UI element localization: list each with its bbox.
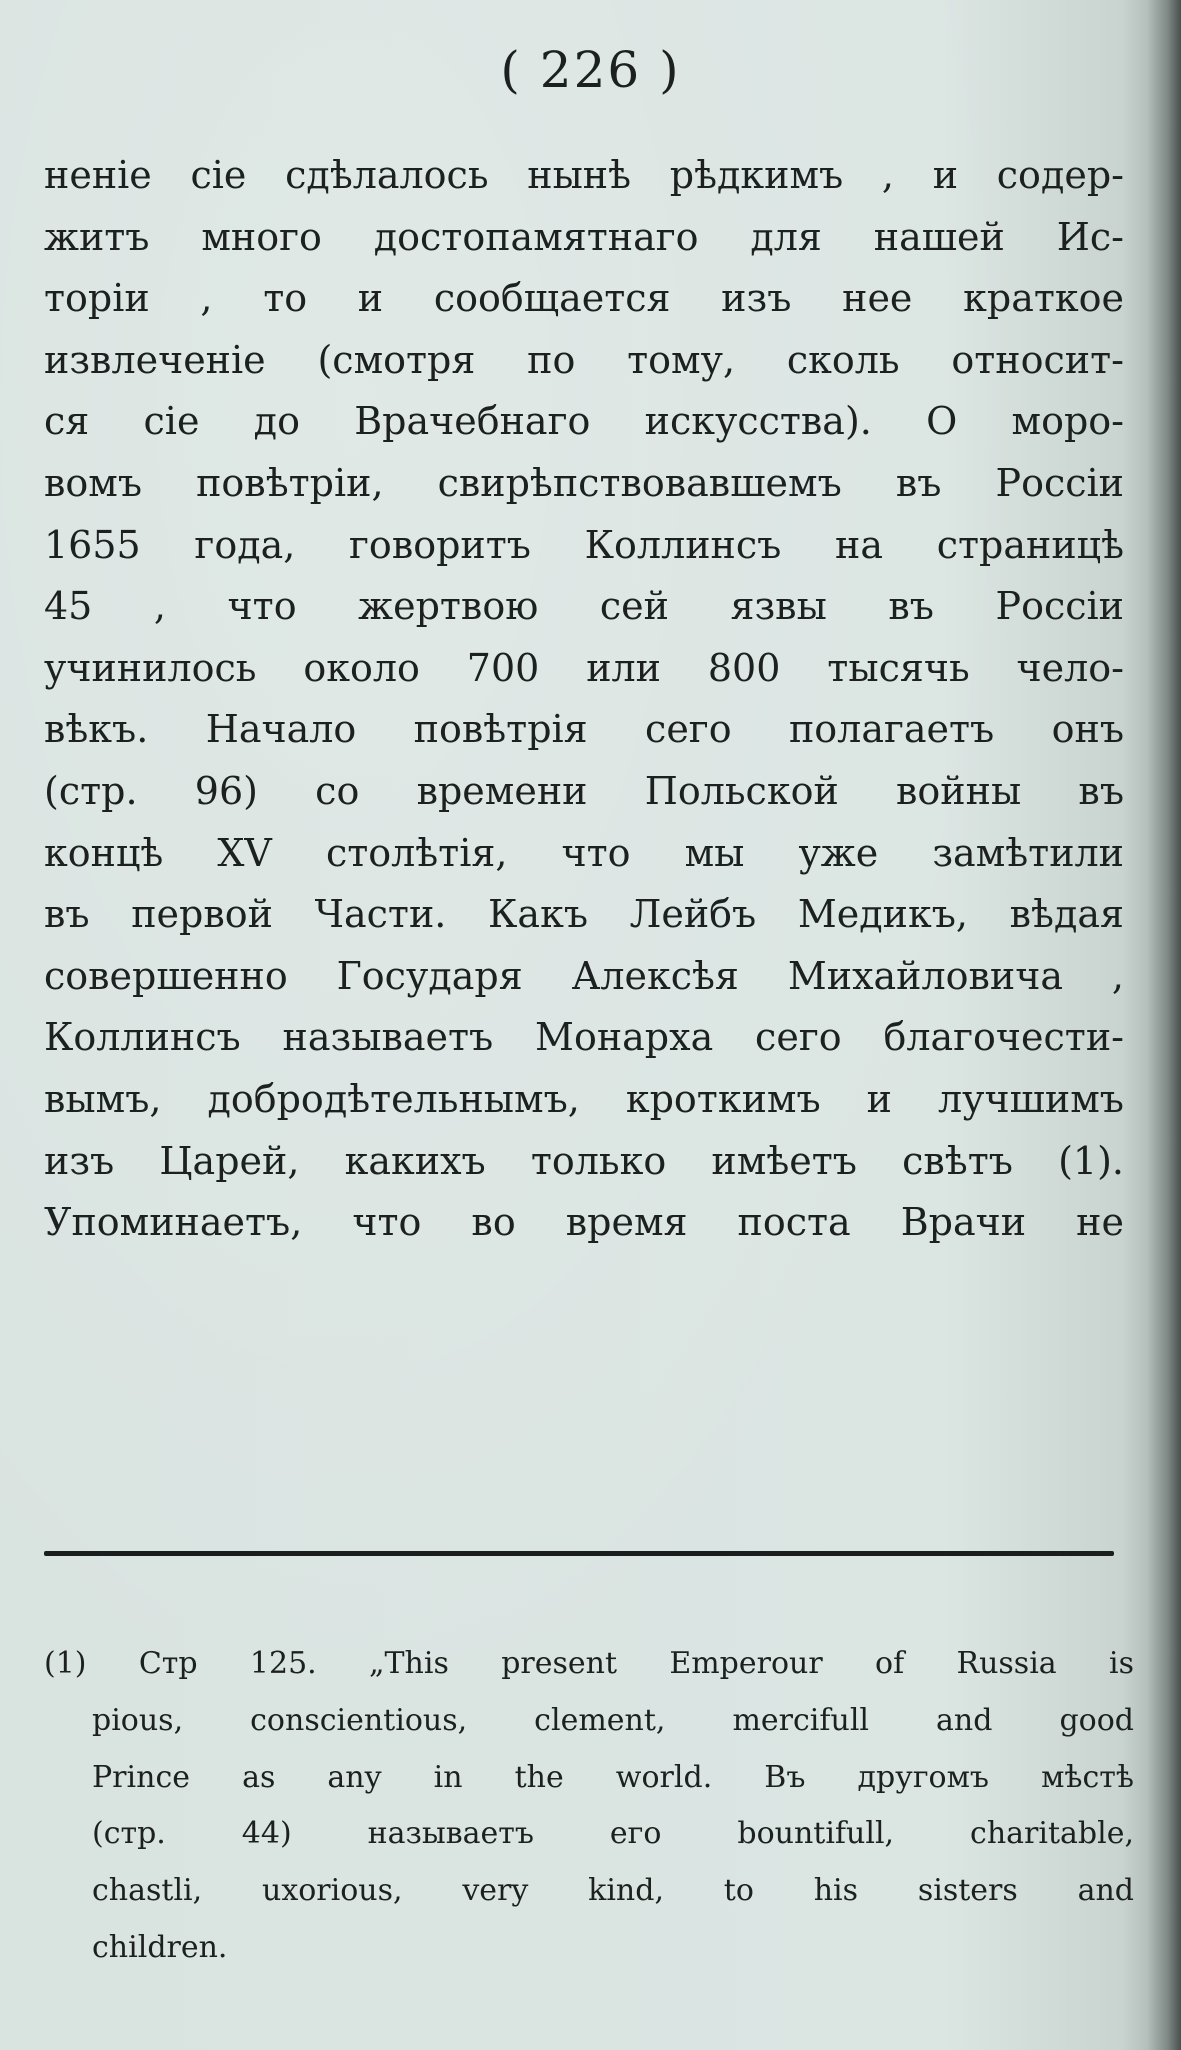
footnote-line: pious, conscientious, clement, mercifull and good (92, 1702, 1134, 1738)
body-line: 45 , что жертвою сей язвы въ Россіи (44, 584, 1124, 629)
body-line: ся сіе до Врачебнаго искусства). О моро- (44, 399, 1124, 444)
footnote-line: (стр. 44) называетъ его bountifull, charitable, (92, 1816, 1134, 1852)
footnote (44, 1636, 1134, 1977)
body-line: концѣ XV столѣтія, что мы уже замѣтили (44, 830, 1124, 875)
body-line: торіи , то и сообщается изъ нее краткое (44, 276, 1124, 321)
body-line: житъ много достопамятнаго для нашей Ис- (44, 214, 1124, 259)
footnote-line: Prince as any in the world. Въ другомъ мѣстѣ (92, 1759, 1134, 1795)
body-text (44, 145, 1124, 1254)
body-line: вымъ, добродѣтельнымъ, кроткимъ и лучшимъ (44, 1076, 1124, 1121)
page-number: ( 226 ) (500, 41, 681, 99)
footnote-rule (44, 1551, 1114, 1556)
footnote-line: chastli, uxorious, very kind, to his sisters and (92, 1873, 1134, 1909)
footnote-line: (1) Стр 125. „This present Emperour of Russia is (44, 1646, 1134, 1681)
body-line: Упоминаетъ, что во время поста Врачи не (44, 1200, 1124, 1245)
body-line: извлеченіе (смотря по тому, сколь относит- (44, 337, 1124, 382)
body-line: неніе сіе сдѣлалось нынѣ рѣдкимъ , и содер- (44, 153, 1124, 197)
body-line: совершенно Государя Алексѣя Михайловича , (44, 953, 1124, 998)
body-line: (стр. 96) со времени Польской войны въ (44, 768, 1124, 813)
page-edge-shadow (1147, 0, 1181, 2050)
body-line: изъ Царей, какихъ только имѣетъ свѣтъ (1). (44, 1138, 1124, 1183)
body-line: 1655 года, говоритъ Коллинсъ на страницѣ (44, 522, 1124, 567)
body-line: учинилось около 700 или 800 тысячь чело- (44, 645, 1124, 690)
body-line: вомъ повѣтріи, свирѣпствовавшемъ въ Россіи (44, 460, 1124, 505)
body-line: вѣкъ. Начало повѣтрія сего полагаетъ онъ (44, 707, 1124, 752)
body-line: въ первой Части. Какъ Лейбъ Медикъ, вѣдая (44, 892, 1124, 937)
footnote-line: children. (92, 1929, 228, 1965)
body-line: Коллинсъ называетъ Монарха сего благочести- (44, 1015, 1124, 1060)
